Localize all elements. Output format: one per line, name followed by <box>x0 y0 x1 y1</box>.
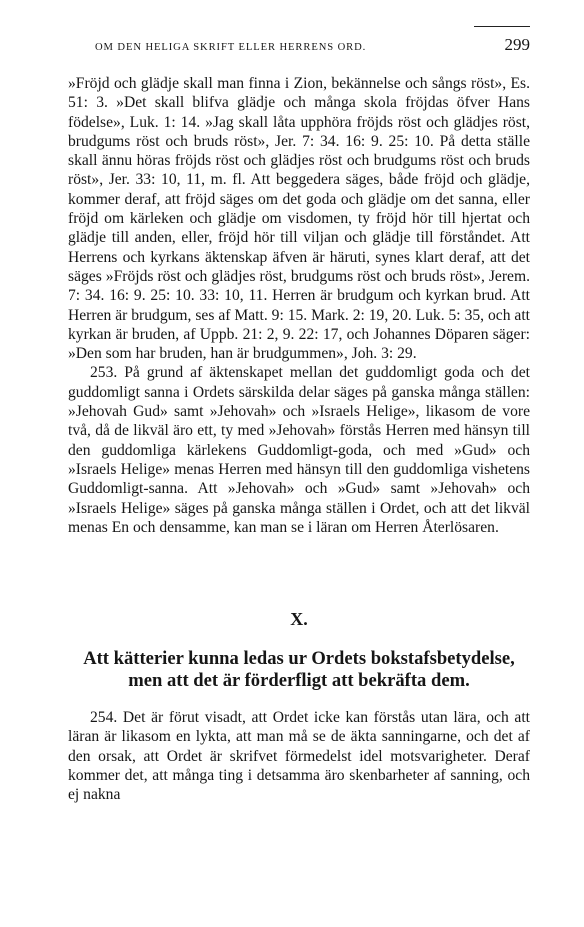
section-title-line-2: men att det är förderfligt att bekräfta dem. <box>128 670 470 692</box>
page-header <box>68 32 530 60</box>
page-number: 299 <box>504 35 530 54</box>
section-text <box>68 708 530 804</box>
paragraph-252-continuation: »Fröjd och glädje skall man finna i Zion, bekännelse och sångs röst», Es. 51: 3. »Det skall blifva glädje och många skola fröjdas öfver Hans födelse», Luk. 1: 14. »Jag skall låta upphöra fröjds röst och glädjes röst, brudgums röst och bruds röst», Jer. 7: 34. 16: 9. 25: 10. På detta ställe skall ännu höras fröjds röst och glädjes röst och brudgums röst och bruds röst», Jer. 33: 10, 11, m. fl. Att beggedera säges, både fröjd och glädje, kommer deraf, att fröjd säges om det goda och glädje om det sanna, eller fröjd om kärleken och glädje om visdomen, ty fröjd hör till hjertat och glädje till anden, eller, fröjd hör till viljan och glädje till förståndet. Att Herrens och kyrkans äktenskap äfven är häruti, synes klart deraf, att det säges »Fröjds röst och glädjes röst, brudgums röst och bruds röst», Jerem. 7: 34. 16: 9. 25: 10. 33: 10, 11. Herren är brudgum och kyrkan brud. Att Herren är brudgum, ses af Matt. 9: 15. Mark. 2: 19, 20. Luk. 5: 35, och att kyrkan är bruden, af Uppb. 21: 2, 9. 22: 17, och Johannes Döparen säger: »Den som har bruden, han är brudgummen», Joh. 3: 29. <box>68 75 530 363</box>
running-head: OM DEN HELIGA SKRIFT ELLER HERRENS ORD. <box>95 42 367 53</box>
paragraph-254: 254. Det är förut visadt, att Ordet icke kan förstås utan lära, och att läran är likasom en lykta, att man må se de äkta sanningarne, och det af den orsak, att Ordet är skrifvet förmedelst idel motsvarigheter. Deraf kommer det, att många ting i detsamma äro skenbarheter af sanning, och ej nakna <box>68 709 530 804</box>
section-title <box>68 648 530 692</box>
paragraph-253: 253. På grund af äktenskapet mellan det guddomligt goda och det guddomligt sanna i Ordets särskilda delar säges på ganska många ställen: »Jehovah Gud» samt »Jehovah» och »Israels Helige», likasom de vore två, då de likväl äro ett, ty med »Jehovah» förstås Herren med hänsyn till den guddomliga kärlekens Guddomligt-goda, och med »Gud» och »Israels Helige» menas Herren med hänsyn till den guddomliga vishetens Guddomligt-sanna. Att »Jehovah» och »Gud» samt »Jehovah» och »Israels Helige» säges på ganska många ställen i Ordet, och att det likväl menas En och densamme, kan man se i läran om Herren Återlösaren. <box>68 364 530 536</box>
top-rule <box>474 26 530 27</box>
main-text <box>68 74 530 537</box>
section-title-line-1: Att kätterier kunna ledas ur Ordets bokstafsbetydelse, <box>83 648 515 670</box>
book-page <box>68 26 530 916</box>
section-number: X. <box>290 609 308 630</box>
